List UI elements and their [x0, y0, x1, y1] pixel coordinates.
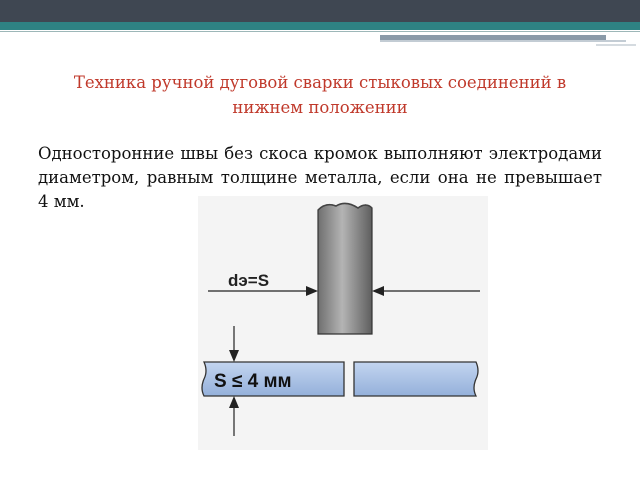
- electrode-diameter-label: dэ=S: [228, 271, 270, 290]
- slide-title: Техника ручной дуговой сварки стыковых соединений в нижнем положении: [73, 73, 567, 117]
- slide-body-text: Односторонние швы без скоса кромок выполняют электродами диаметром, равным толщине металла, если она не превышает 4 мм.: [38, 144, 602, 211]
- header-band: [0, 0, 640, 22]
- welding-diagram: [198, 196, 488, 450]
- header-stripe: [0, 22, 640, 30]
- electrode: [318, 203, 372, 334]
- header-rule: [0, 31, 640, 32]
- accent-bar-thin: [380, 40, 626, 42]
- plate-thickness-label: S ≤ 4 мм: [214, 371, 292, 392]
- right-plate: [354, 362, 478, 396]
- accent-bar-short: [596, 44, 636, 46]
